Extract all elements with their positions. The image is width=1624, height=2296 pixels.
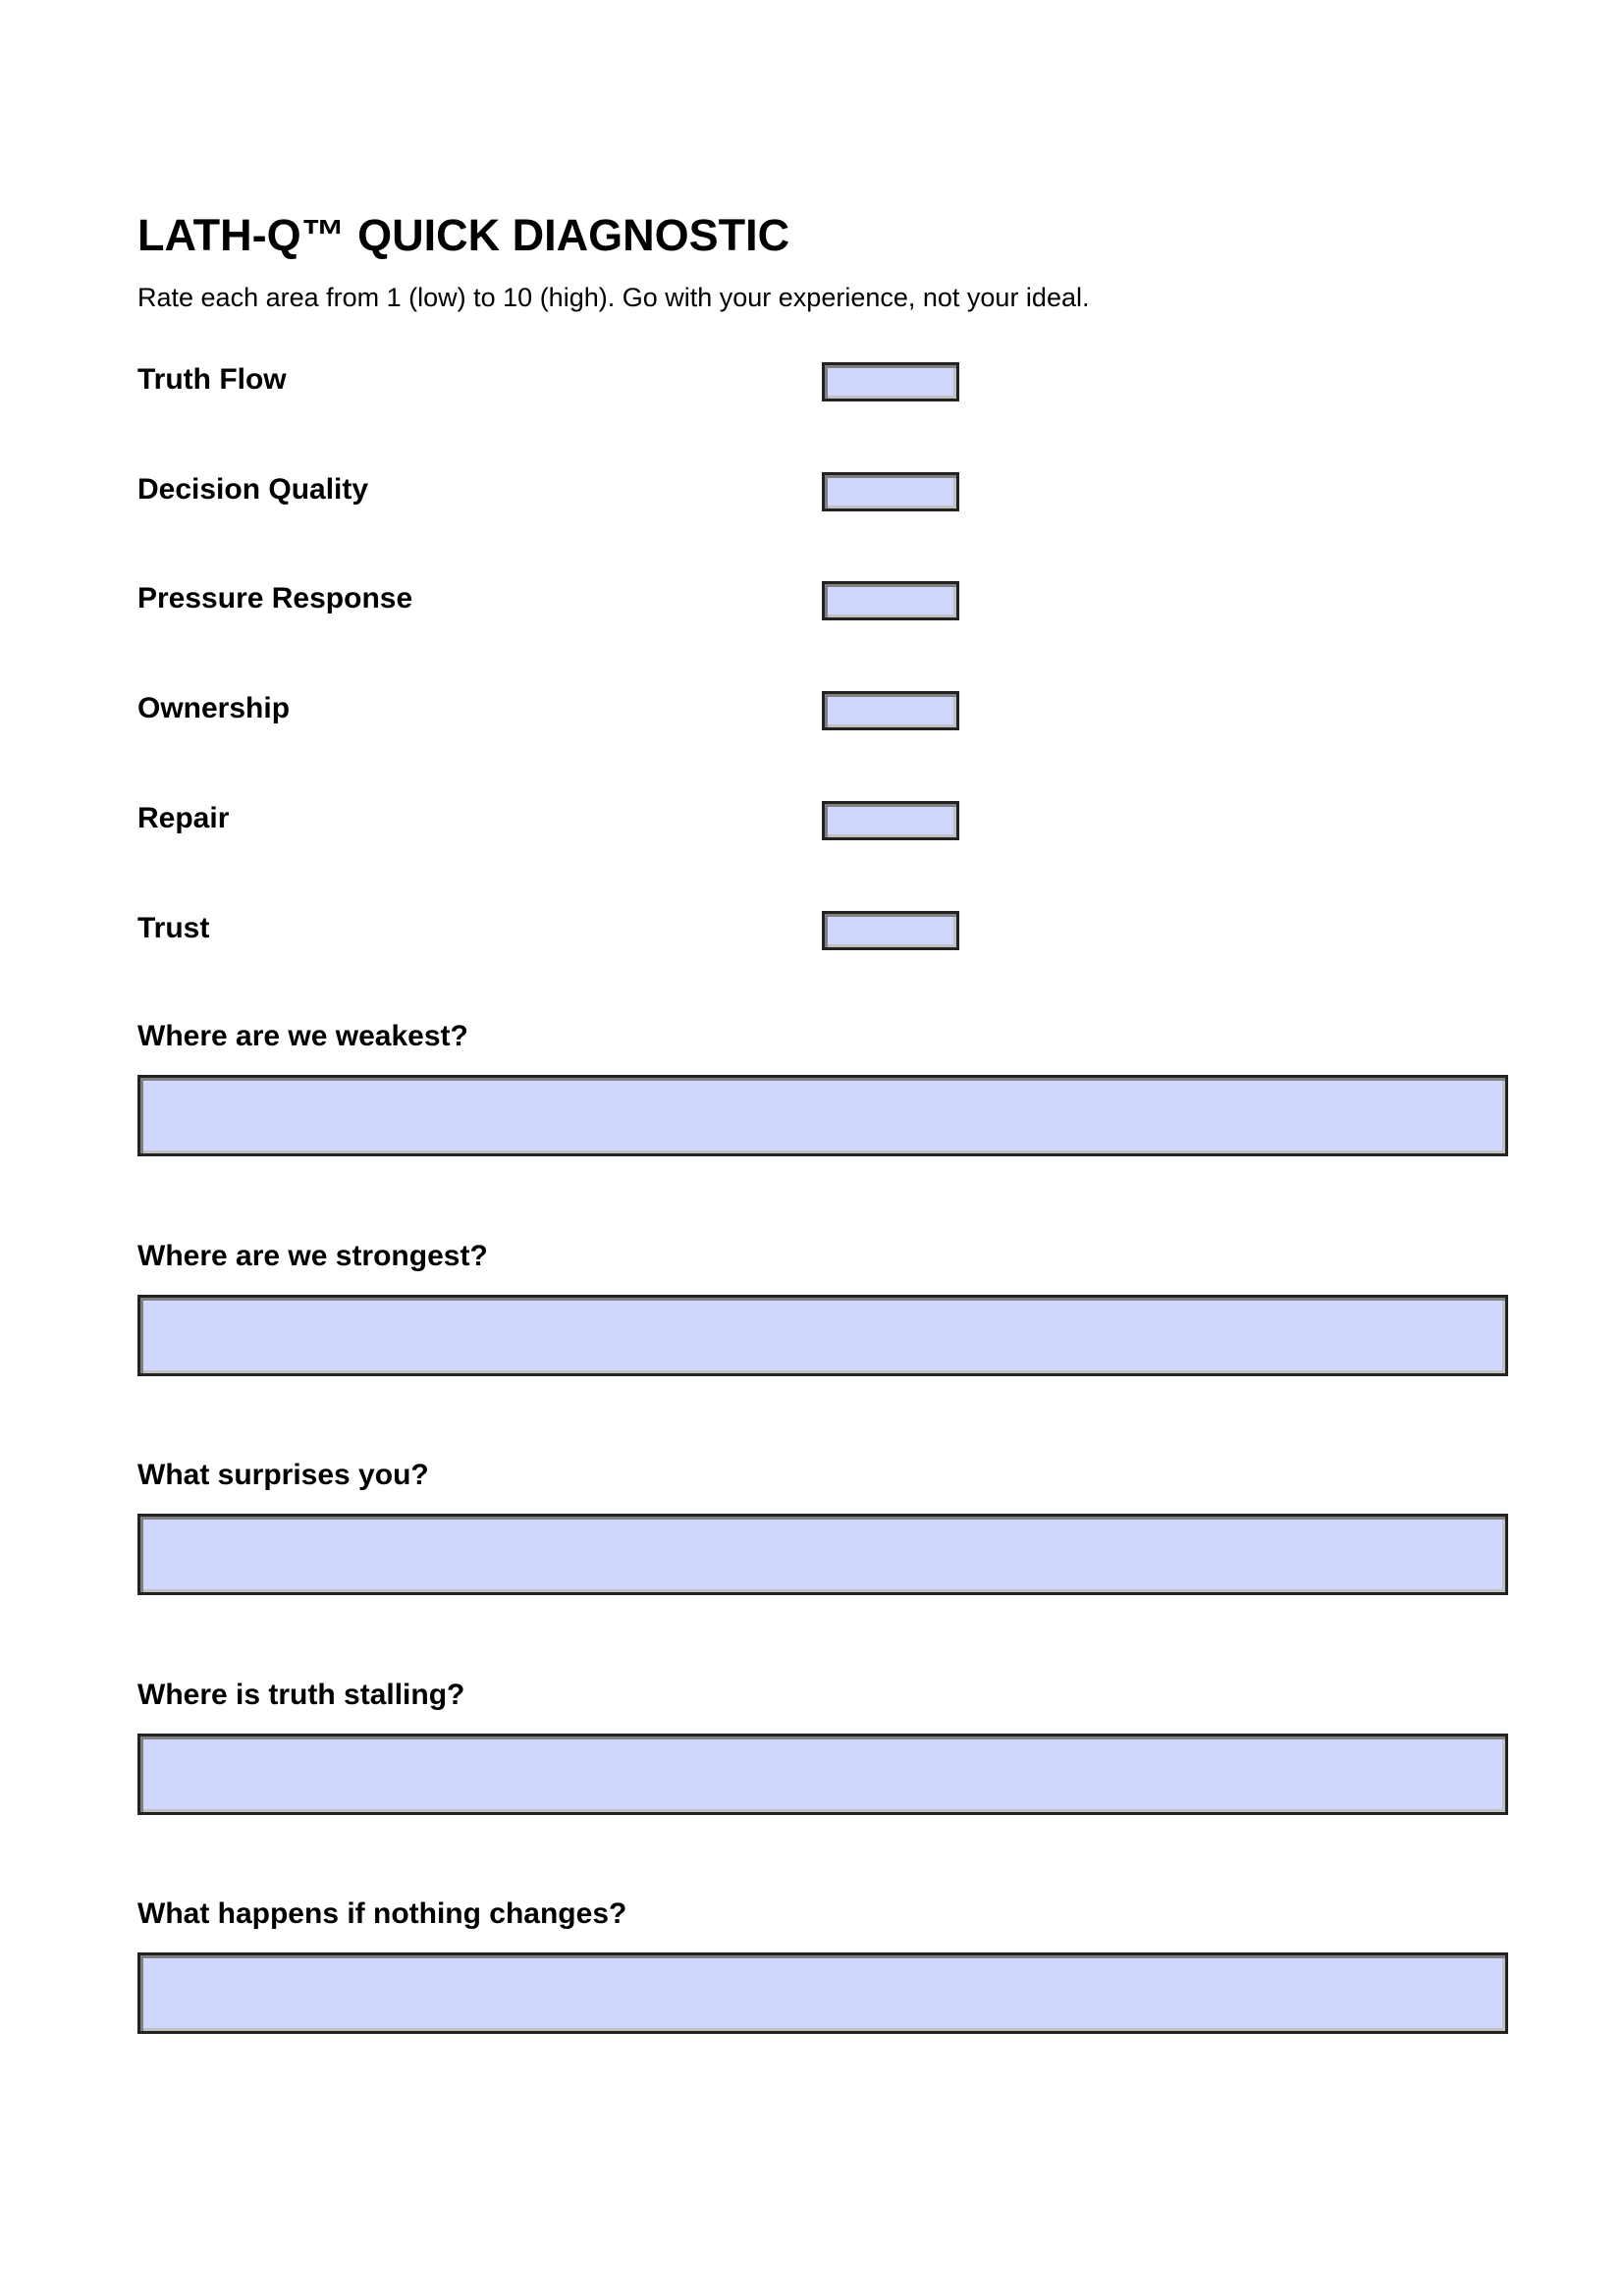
rating-label: Truth Flow	[137, 363, 287, 396]
rating-input[interactable]	[822, 911, 959, 950]
question-label: Where is truth stalling?	[137, 1678, 465, 1711]
answer-input[interactable]	[137, 1295, 1508, 1376]
rating-input[interactable]	[822, 472, 959, 511]
rating-label: Ownership	[137, 692, 291, 725]
answer-input[interactable]	[137, 1514, 1508, 1595]
instructions: Rate each area from 1 (low) to 10 (high). Go with your experience, not your ideal.	[137, 283, 1090, 312]
page-title: LATH-Q™ QUICK DIAGNOSTIC	[137, 210, 790, 260]
rating-label: Decision Quality	[137, 472, 369, 506]
rating-label: Pressure Response	[137, 582, 413, 615]
rating-label: Repair	[137, 801, 230, 834]
question-label: Where are we weakest?	[137, 1020, 468, 1052]
answer-input[interactable]	[137, 1734, 1508, 1815]
rating-input[interactable]	[822, 691, 959, 730]
question-label: What surprises you?	[137, 1459, 429, 1491]
rating-input[interactable]	[822, 362, 959, 401]
question-label: What happens if nothing changes?	[137, 1897, 627, 1930]
question-label: Where are we strongest?	[137, 1239, 488, 1272]
rating-input[interactable]	[822, 581, 959, 620]
rating-input[interactable]	[822, 801, 959, 840]
answer-input[interactable]	[137, 1075, 1508, 1156]
rating-label: Trust	[137, 911, 210, 944]
answer-input[interactable]	[137, 1952, 1508, 2034]
